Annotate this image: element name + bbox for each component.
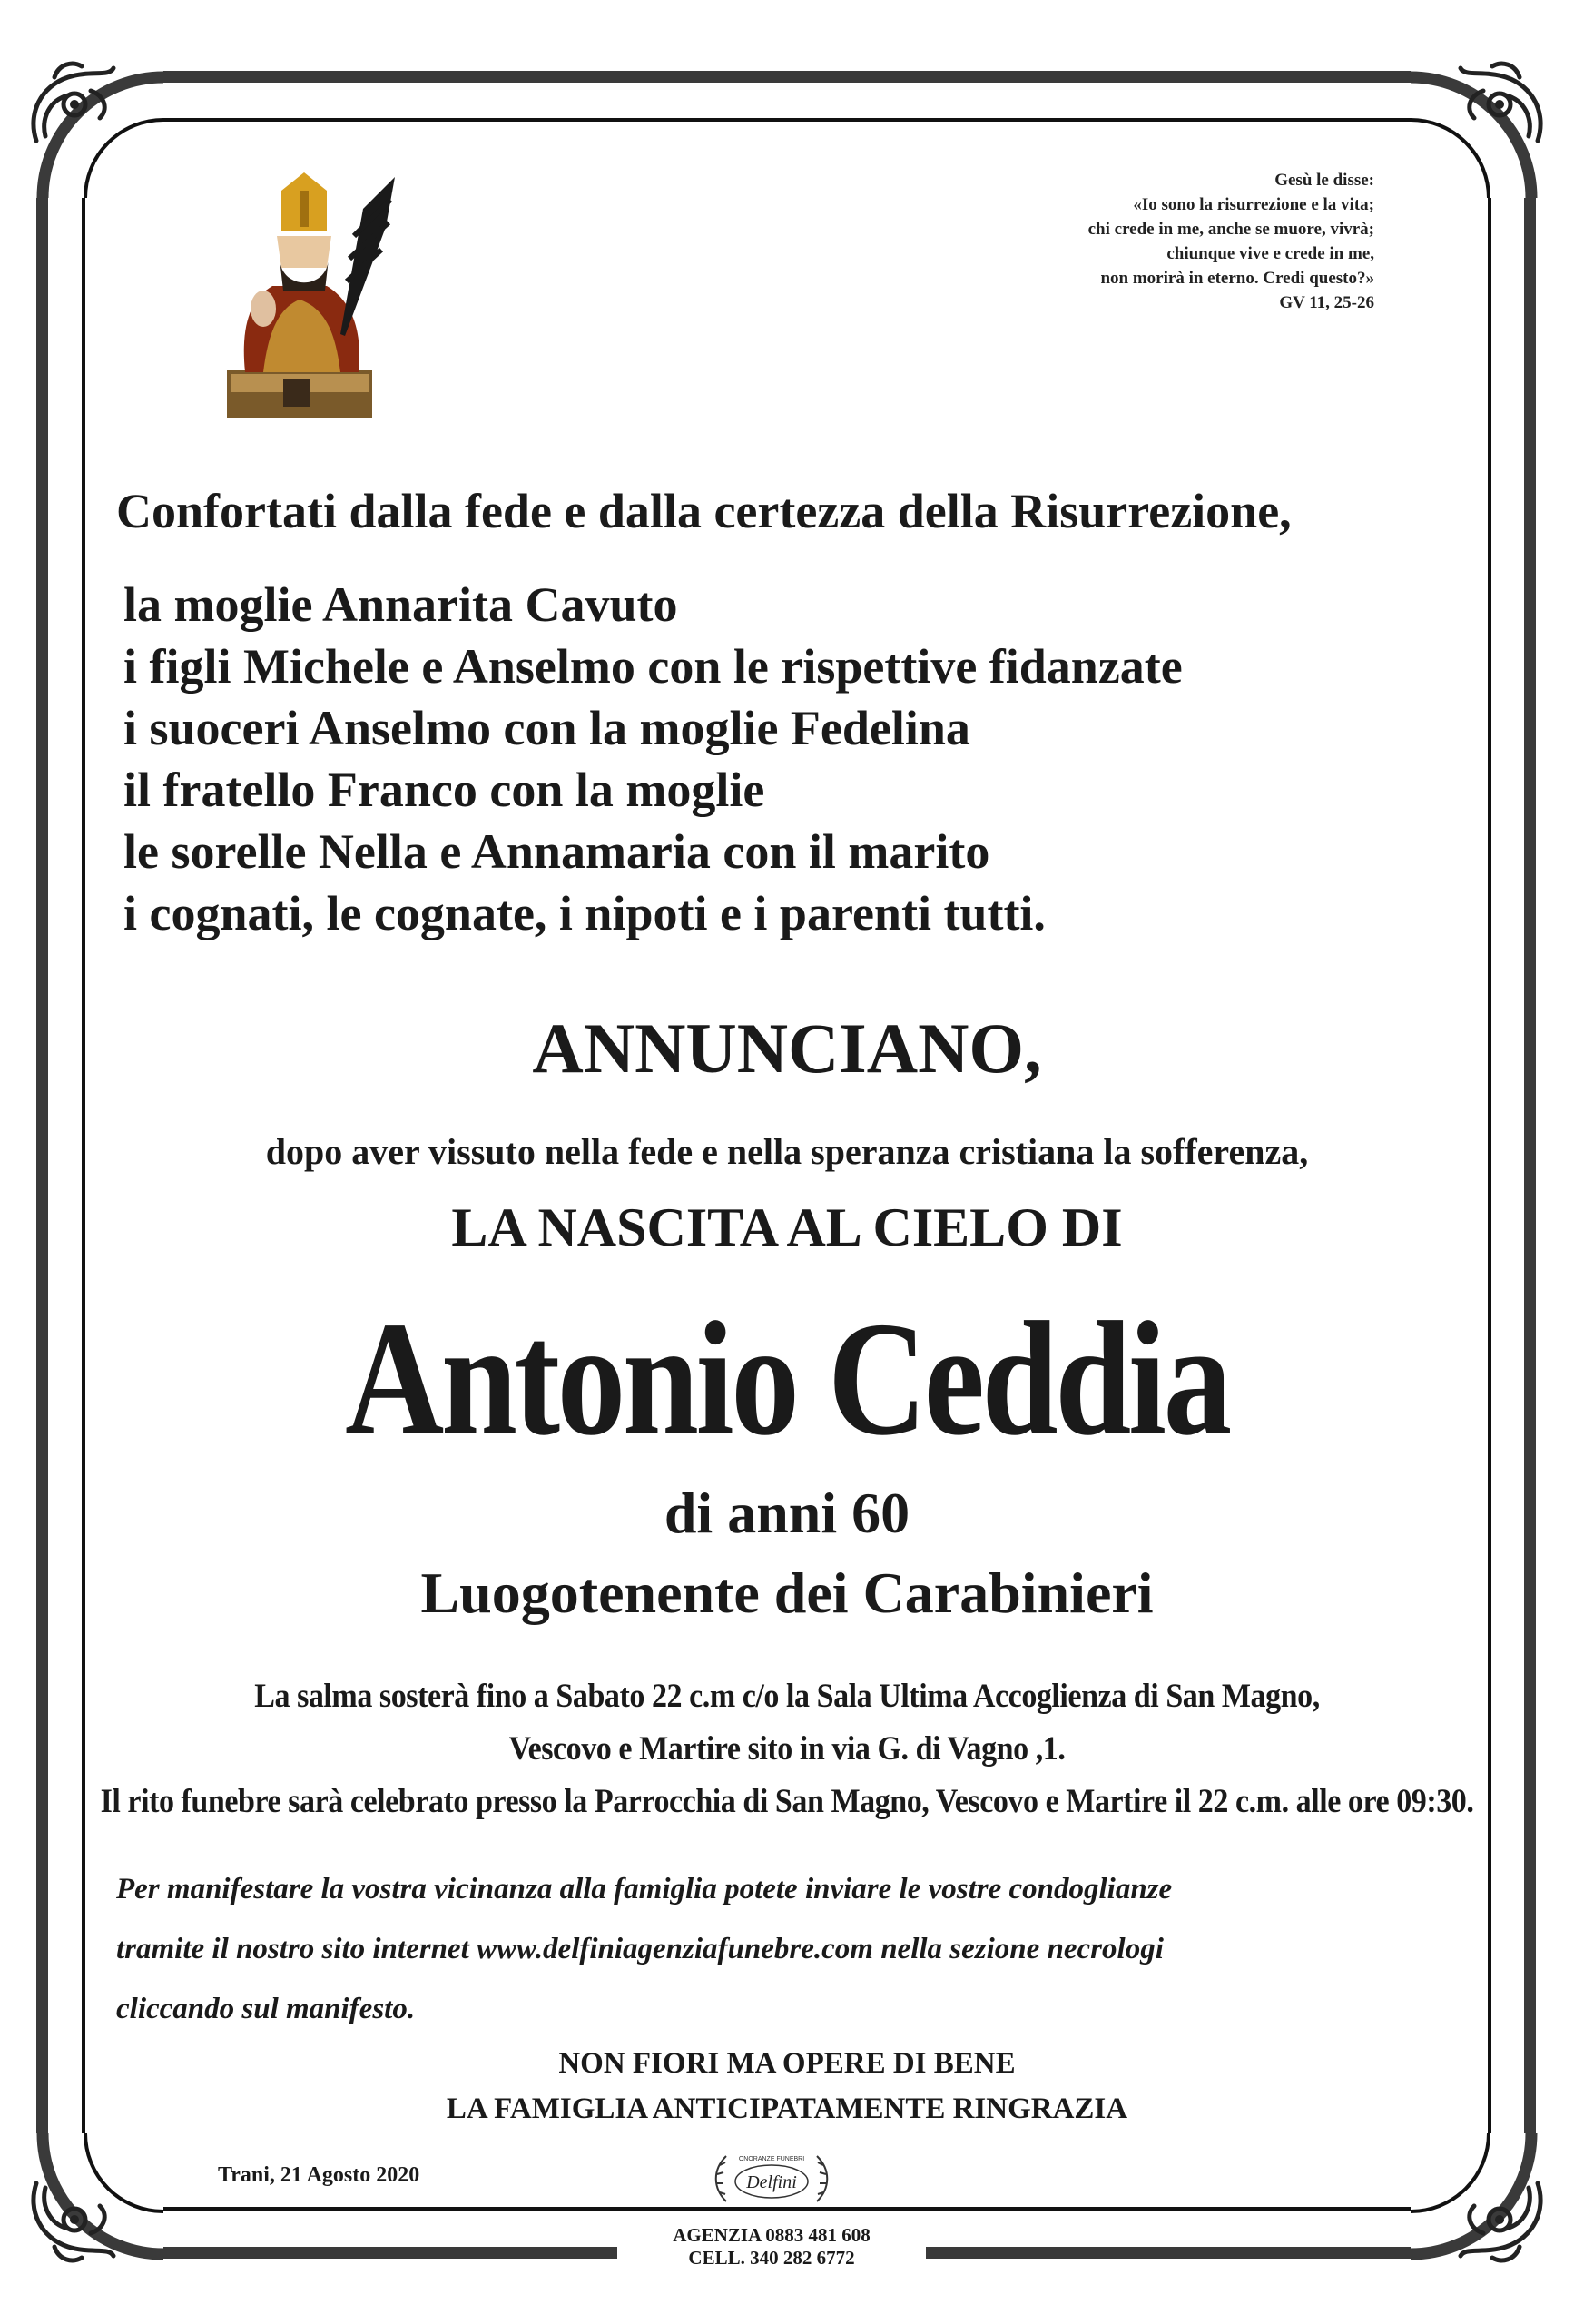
- note-line: Per manifestare la vostra vicinanza alla famiglia potete inviare le vostre condoglianze: [116, 1873, 1173, 1905]
- gospel-quote: [1088, 168, 1374, 315]
- place-date: Trani, 21 Agosto 2020: [218, 2163, 420, 2187]
- family-line: le sorelle Nella e Annamaria con il marito: [123, 824, 990, 879]
- agency-contacts: [635, 2224, 908, 2270]
- family-line: i cognati, le cognate, i nipoti e i parenti tutti.: [123, 886, 1046, 940]
- ornament-icon-top-right: [1447, 50, 1556, 159]
- no-flowers-text: NON FIORI MA OPERE DI BENE: [558, 2047, 1016, 2080]
- quote-line: chi crede in me, anche se muore, vivrà;: [1087, 220, 1374, 239]
- condolences-note: [116, 1859, 1172, 2039]
- ornament-icon-bottom-right: [1447, 2165, 1556, 2274]
- family-line: i figli Michele e Anselmo con le rispettive fidanzate: [123, 639, 1183, 694]
- intro-text: Confortati dalla fede e dalla certezza della Risurrezione,: [116, 484, 1292, 538]
- logo-brand-text: Delfini: [746, 2172, 797, 2192]
- announce-heading: ANNUNCIANO,: [532, 1009, 1042, 1088]
- details-line: La salma sosterà fino a Sabato 22 c.m c/o la Sala Ultima Accoglienza di San Magno,: [254, 1678, 1320, 1715]
- ornament-icon-bottom-left: [18, 2165, 127, 2274]
- family-line: la moglie Annarita Cavuto: [123, 577, 678, 632]
- logo-top-text: ONORANZE FUNEBRI: [738, 2156, 805, 2162]
- quote-line: Gesù le disse:: [1274, 171, 1374, 190]
- quote-line: non morirà in eterno. Credi questo?»: [1100, 269, 1374, 288]
- quote-line: «Io sono la risurrezione e la vita;: [1133, 195, 1374, 214]
- funeral-details: [0, 1670, 1574, 1828]
- suffering-text: dopo aver vissuto nella fede e nella speranza cristiana la sofferenza,: [265, 1131, 1309, 1172]
- family-line: il fratello Franco con la moglie: [123, 763, 765, 817]
- note-line[interactable]: tramite il nostro sito internet www.delfiniagenziafunebre.com nella sezione necrologi: [116, 1933, 1164, 1965]
- saint-statue-image: [227, 172, 399, 422]
- family-line: i suoceri Anselmo con la moglie Fedelina: [123, 701, 970, 755]
- family-list: [123, 574, 1183, 944]
- deceased-name: Antonio Ceddia: [345, 1288, 1229, 1469]
- agency-cell[interactable]: CELL. 340 282 6772: [688, 2247, 855, 2269]
- quote-reference: GV 11, 25-26: [1279, 293, 1374, 312]
- family-thanks-text: LA FAMIGLIA ANTICIPATAMENTE RINGRAZIA: [446, 2093, 1128, 2125]
- agency-phone[interactable]: AGENZIA 0883 481 608: [673, 2224, 871, 2246]
- ornament-icon-top-left: [18, 50, 127, 159]
- details-line: Vescovo e Martire sito in via G. di Vagno ,1.: [508, 1730, 1066, 1768]
- deceased-age: di anni 60: [664, 1481, 910, 1545]
- deceased-rank: Luogotenente dei Carabinieri: [420, 1561, 1154, 1625]
- birth-to-heaven-heading: LA NASCITA AL CIELO DI: [451, 1197, 1123, 1257]
- details-line: Il rito funebre sarà celebrato presso la Parrocchia di San Magno, Vescovo e Martire il 22 c.m. alle ore 09:30.: [100, 1783, 1474, 1820]
- delfini-logo: [703, 2147, 840, 2211]
- quote-line: chiunque vive e crede in me,: [1166, 244, 1374, 263]
- note-line: cliccando sul manifesto.: [116, 1993, 416, 2025]
